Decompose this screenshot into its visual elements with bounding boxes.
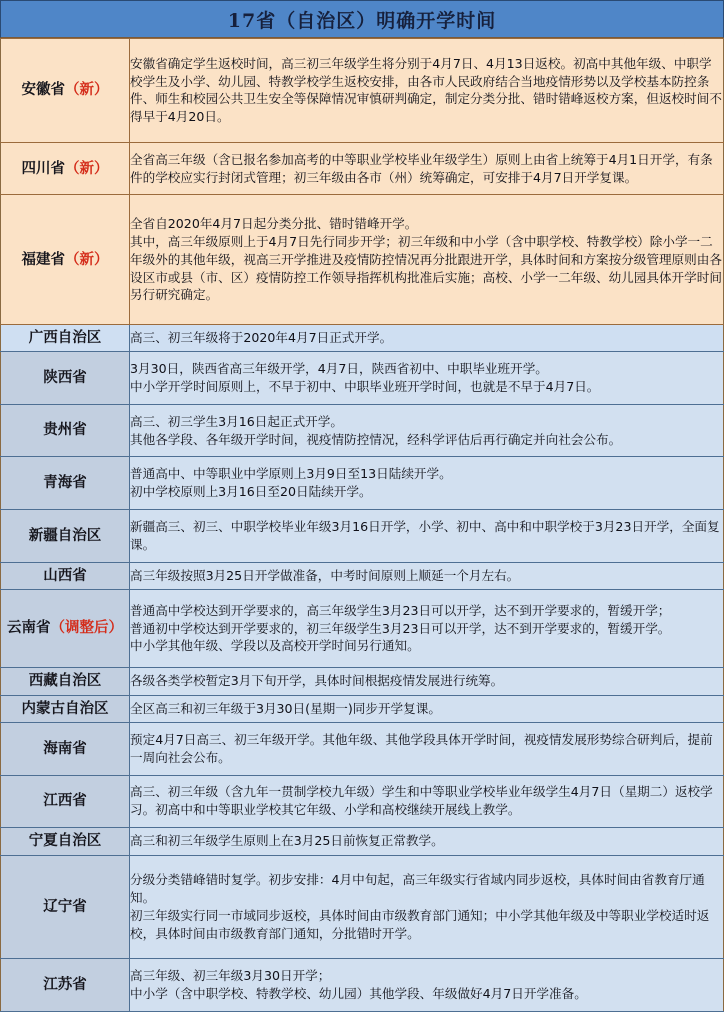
detail-line: 安徽省确定学生返校时间，高三初三年级学生将分别于4月7日、4月13日返校。初高中其他年级、中职学校学生及小学、幼儿园、特教学校学生返校安排，由各市人民政府结合当地疫情形势以及学校基本防控条件、师生和校园公共卫生安全等保障情况审慎研判确定，制定分类分批、错时错峰返校方案，但返校时间不得早于4月20日。 [130,55,722,125]
schedule-detail-cell [130,562,724,589]
table-row [1,562,724,589]
table-row [1,195,724,324]
detail-line: 高三、初三学生3月16日起正式开学。 [130,413,343,429]
province-cell [1,457,130,510]
province-cell [1,142,130,195]
province-cell [1,668,130,695]
detail-line: 高三、初三年级（含九年一贯制学校九年级）学生和中等职业学校毕业年级学生4月7日（星期二）返校学习。初高中和中等职业学校其它年级、小学和高校继续开展线上教学。 [130,784,713,818]
detail-line: 各级各类学校暂定3月下旬开学，具体时间根据疫情发展进行统筹。 [130,673,504,689]
schedule-detail-cell [130,695,724,722]
province-name: 内蒙古自治区 [21,699,109,717]
table-row [1,509,724,562]
province-name: 四川省 [21,159,65,177]
province-name: 江苏省 [43,976,87,994]
detail-line: 普通高中、中等职业中学原则上3月9日至13日陆续开学。 [130,466,452,482]
table-row [1,404,724,457]
schedule-detail-cell [130,589,724,667]
province-name: 海南省 [43,739,87,757]
table-row [1,39,724,143]
province-cell [1,722,130,775]
province-name: 广西自治区 [28,328,102,346]
schedule-detail-cell [130,352,724,405]
detail-line: 3月30日，陕西省高三年级开学，4月7日，陕西省初中、中职毕业班开学。 [130,361,548,377]
province-name: 辽宁省 [43,897,87,915]
province-cell [1,324,130,351]
province-name: 宁夏自治区 [28,832,102,850]
province-name: 福建省 [21,250,65,268]
province-cell [1,695,130,722]
detail-line: 全区高三和初三年级于3月30日(星期一)同步开学复课。 [130,700,441,716]
detail-line: 高三、初三年级将于2020年4月7日正式开学。 [130,330,393,346]
detail-line: 其中，高三年级原则上于4月7日先行同步开学；初三年级和中小学（含中职学校、特教学校）除小学一二年级外的其他年级，视高三开学推进及疫情防控情况再分批跟进开学，具体时间和方案按分级管理原则由各设区市或县（市、区）疫情防控工作领导指挥机构批准后实施；高校、小学一二年级、幼儿园具体开学时间另行研究确定。 [130,233,722,303]
province-cell [1,855,130,959]
schedule-detail-cell [130,404,724,457]
table-row [1,959,724,1012]
detail-line: 中小学开学时间原则上，不早于初中、中职毕业班开学时间，也就是不早于4月7日。 [130,378,600,394]
page-title: 17省（自治区）明确开学时间 [227,9,497,32]
detail-line: 中小学其他年级、学段以及高校开学时间另行通知。 [130,638,420,654]
province-status-tag: （调整后） [50,619,123,637]
schedule-detail-cell [130,722,724,775]
schedule-detail-cell [130,855,724,959]
province-cell [1,195,130,324]
province-name: 安徽省 [21,81,65,99]
detail-line: 新疆高三、初三、中职学校毕业年级3月16日开学，小学、初中、高中和中职学校于3月23日开学，全面复课。 [130,518,720,552]
detail-line: 全省自2020年4月7日起分类分批、错时错峰开学。 [130,215,418,231]
province-name: 贵州省 [43,421,87,439]
table-row [1,142,724,195]
schedule-detail-cell [130,959,724,1012]
schedule-detail-cell [130,668,724,695]
province-name: 云南省 [7,619,51,637]
province-status-tag: （新） [65,250,109,268]
table-body [1,39,724,1012]
schedule-detail-cell [130,195,724,324]
province-cell [1,352,130,405]
province-cell [1,828,130,855]
school-reopening-table [0,38,724,1012]
schedule-detail-cell [130,775,724,828]
table-row [1,855,724,959]
province-cell [1,775,130,828]
province-cell [1,404,130,457]
table-row [1,352,724,405]
province-cell [1,509,130,562]
province-cell [1,959,130,1012]
schedule-detail-cell [130,828,724,855]
table-row [1,668,724,695]
detail-line: 普通初中学校达到开学要求的，初三年级学生3月23日可以开学，达不到开学要求的，暂缓开学。 [130,620,671,636]
province-name: 西藏自治区 [28,672,102,690]
table-row [1,695,724,722]
table-row [1,775,724,828]
schedule-detail-cell [130,457,724,510]
detail-line: 中小学（含中职学校、特教学校、幼儿园）其他学段、年级做好4月7日开学准备。 [130,986,587,1002]
detail-line: 初中学校原则上3月16日至20日陆续开学。 [130,484,372,500]
table-row [1,722,724,775]
detail-line: 初三年级实行同一市域同步返校，具体时间由市级教育部门通知；中小学其他年级及中等职业学校适时返校，具体时间由市级教育部门通知，分批错时开学。 [130,907,710,941]
table-row [1,324,724,351]
detail-line: 普通高中学校达到开学要求的，高三年级学生3月23日可以开学，达不到开学要求的，暂缓开学； [130,602,671,618]
detail-line: 其他各学段、各年级开学时间，视疫情防控情况，经科学评估后再行确定并向社会公布。 [130,431,622,447]
schedule-detail-cell [130,509,724,562]
province-name: 山西省 [43,566,87,584]
table-row [1,457,724,510]
province-name: 陕西省 [43,368,87,386]
table-row [1,589,724,667]
page-title-band [0,0,724,38]
province-status-tag: （新） [65,81,109,99]
detail-line: 高三和初三年级学生原则上在3月25日前恢复正常教学。 [130,833,444,849]
province-cell [1,39,130,143]
province-name: 新疆自治区 [28,526,102,544]
schedule-detail-cell [130,142,724,195]
detail-line: 分级分类错峰错时复学。初步安排：4月中旬起，高三年级实行省域内同步返校，具体时间由省教育厅通知。 [130,872,705,906]
province-cell [1,562,130,589]
detail-line: 高三年级、初三年级3月30日开学； [130,968,331,984]
detail-line: 全省高三年级（含已报名参加高考的中等职业学校毕业年级学生）原则上由省上统筹于4月1日开学，有条件的学校应实行封闭式管理；初三年级由各市（州）统筹确定，可安排于4月7日开学复课。 [130,151,713,185]
schedule-detail-cell [130,39,724,143]
detail-line: 高三年级按照3月25日开学做准备，中考时间原则上顺延一个月左右。 [130,567,520,583]
province-name: 江西省 [43,792,87,810]
province-status-tag: （新） [65,159,109,177]
table-row [1,828,724,855]
schedule-detail-cell [130,324,724,351]
detail-line: 预定4月7日高三、初三年级开学。其他年级、其他学段具体开学时间，视疫情发展形势综合研判后，提前一周向社会公布。 [130,731,713,765]
province-name: 青海省 [43,474,87,492]
province-cell [1,589,130,667]
